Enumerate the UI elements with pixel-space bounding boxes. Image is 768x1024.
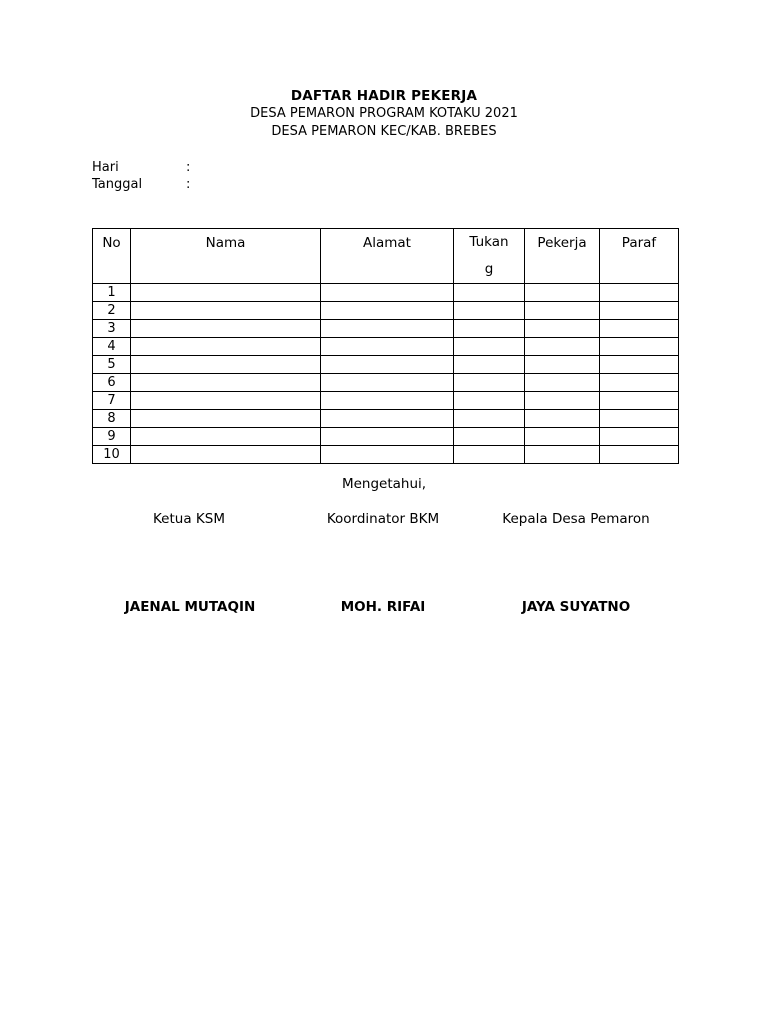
row-nama <box>131 428 321 446</box>
row-no: 4 <box>93 338 131 356</box>
row-pekerja <box>525 374 600 392</box>
row-paraf <box>600 320 679 338</box>
row-paraf <box>600 410 679 428</box>
row-pekerja <box>525 356 600 374</box>
row-no: 1 <box>93 284 131 302</box>
row-paraf <box>600 302 679 320</box>
header-no: No <box>93 229 131 284</box>
row-no: 7 <box>93 392 131 410</box>
table-row <box>93 374 679 392</box>
header-paraf: Paraf <box>600 229 679 284</box>
document-subtitle-location: DESA PEMARON KEC/KAB. BREBES <box>271 124 497 139</box>
row-no: 9 <box>93 428 131 446</box>
row-nama <box>131 392 321 410</box>
row-tukang <box>454 428 525 446</box>
tanggal-label: Tanggal <box>92 177 143 192</box>
table-row <box>93 446 679 464</box>
row-alamat <box>321 428 454 446</box>
hari-colon: : <box>186 160 191 175</box>
row-tukang <box>454 410 525 428</box>
row-tukang <box>454 374 525 392</box>
row-no: 2 <box>93 302 131 320</box>
row-nama <box>131 320 321 338</box>
tanggal-colon: : <box>186 177 191 192</box>
row-no: 10 <box>93 446 131 464</box>
header-alamat: Alamat <box>321 229 454 284</box>
signatory-kepala-desa: JAYA SUYATNO <box>521 599 631 615</box>
header-pekerja: Pekerja <box>525 229 600 284</box>
table-row <box>93 428 679 446</box>
row-alamat <box>321 284 454 302</box>
table-row <box>93 302 679 320</box>
table-row <box>93 356 679 374</box>
row-tukang <box>454 392 525 410</box>
row-nama <box>131 410 321 428</box>
table-row <box>93 338 679 356</box>
row-tukang <box>454 320 525 338</box>
row-paraf <box>600 356 679 374</box>
row-paraf <box>600 374 679 392</box>
row-tukang <box>454 356 525 374</box>
row-tukang <box>454 302 525 320</box>
row-alamat <box>321 302 454 320</box>
row-nama <box>131 446 321 464</box>
table-row <box>93 284 679 302</box>
header-nama: Nama <box>131 229 321 284</box>
table-row <box>93 392 679 410</box>
table-row <box>93 320 679 338</box>
header-tukang-line2: g <box>484 261 494 277</box>
row-tukang <box>454 338 525 356</box>
row-pekerja <box>525 284 600 302</box>
row-pekerja <box>525 446 600 464</box>
header-tukang-line1: Tukan <box>469 234 509 250</box>
signatory-koordinator-bkm: MOH. RIFAI <box>340 599 426 615</box>
row-alamat <box>321 374 454 392</box>
row-alamat <box>321 446 454 464</box>
table-row <box>93 410 679 428</box>
row-alamat <box>321 338 454 356</box>
document-title: DAFTAR HADIR PEKERJA <box>290 88 478 104</box>
role-kepala-desa: Kepala Desa Pemaron <box>502 511 650 527</box>
row-paraf <box>600 284 679 302</box>
row-alamat <box>321 356 454 374</box>
row-alamat <box>321 320 454 338</box>
role-ketua-ksm: Ketua KSM <box>153 511 225 527</box>
mengetahui-label: Mengetahui, <box>341 476 427 492</box>
row-no: 8 <box>93 410 131 428</box>
row-alamat <box>321 392 454 410</box>
row-nama <box>131 284 321 302</box>
row-paraf <box>600 338 679 356</box>
header-tukang <box>454 229 525 284</box>
role-koordinator-bkm: Koordinator BKM <box>326 511 440 527</box>
row-pekerja <box>525 410 600 428</box>
row-no: 6 <box>93 374 131 392</box>
row-alamat <box>321 410 454 428</box>
hari-label: Hari <box>92 160 119 175</box>
attendance-table <box>92 228 679 464</box>
row-pekerja <box>525 338 600 356</box>
row-paraf <box>600 428 679 446</box>
row-no: 5 <box>93 356 131 374</box>
row-tukang <box>454 284 525 302</box>
row-nama <box>131 302 321 320</box>
document-subtitle-program: DESA PEMARON PROGRAM KOTAKU 2021 <box>250 106 518 121</box>
table-header-row <box>93 229 679 284</box>
row-pekerja <box>525 428 600 446</box>
row-tukang <box>454 446 525 464</box>
signatory-ketua-ksm: JAENAL MUTAQIN <box>124 599 256 615</box>
row-paraf <box>600 446 679 464</box>
row-nama <box>131 374 321 392</box>
row-no: 3 <box>93 320 131 338</box>
row-pekerja <box>525 392 600 410</box>
row-nama <box>131 338 321 356</box>
row-nama <box>131 356 321 374</box>
row-paraf <box>600 392 679 410</box>
row-pekerja <box>525 320 600 338</box>
row-pekerja <box>525 302 600 320</box>
